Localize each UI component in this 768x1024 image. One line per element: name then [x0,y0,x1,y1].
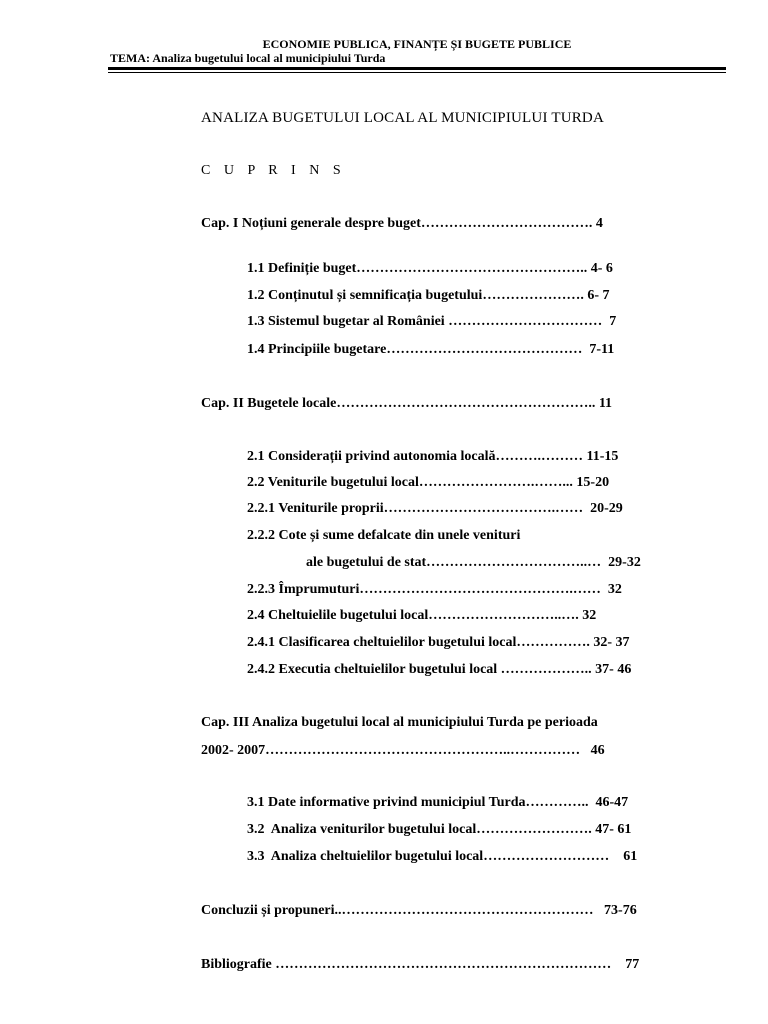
toc-chapter-2: Cap. II Bugetele locale……………………………………………….. 11 [201,396,613,411]
toc-entry-1-1: 1.1 Definiție buget………………………………………….. 4- 6 [247,261,613,276]
header-course: ECONOMIE PUBLICA, FINANȚE ȘI BUGETE PUBLICE [262,37,572,51]
toc-heading: C U P R I N S [201,163,346,178]
toc-bibliography: Bibliografie ……………………………………………………………… 77 [201,957,640,972]
toc-entry-2-2-2-cont: ale bugetului de stat……………………………..… 29-32 [306,555,641,570]
toc-chapter-3-cont: 2002- 2007……………………………………………..…………… 46 [201,743,605,758]
toc-chapter-1: Cap. I Noțiuni generale despre buget………………………………. 4 [201,216,603,231]
toc-entry-2-2: 2.2 Veniturile bugetului local…………………….……... 15-20 [247,475,610,490]
toc-chapter-3: Cap. III Analiza bugetului local al municipiului Turda pe perioada [201,715,598,730]
toc-entry-2-2-2: 2.2.2 Cote și sume defalcate din unele venituri [247,528,521,543]
toc-entry-3-1: 3.1 Date informative privind municipiul Turda………….. 46-47 [247,795,629,810]
toc-entry-3-3: 3.3 Analiza cheltuielilor bugetului local……………………… 61 [247,849,638,864]
header-divider-thin [108,72,726,73]
toc-entry-2-4-1: 2.4.1 Clasificarea cheltuielilor bugetului local……………. 32- 37 [247,635,630,650]
header-divider-thick [108,67,726,70]
toc-entry-2-2-1: 2.2.1 Veniturile proprii……………………………….…… 20-29 [247,501,623,516]
toc-entry-3-2: 3.2 Analiza veniturilor bugetului local……………………. 47- 61 [247,822,632,837]
toc-entry-2-2-3: 2.2.3 Împrumuturi……………………………………….…… 32 [247,582,622,597]
header-topic: TEMA: Analiza bugetului local al municipiului Turda [110,51,386,65]
toc-conclusions: Concluzii și propuneri..……………………………………………… 73-76 [201,903,637,918]
toc-entry-1-2: 1.2 Conținutul și semnificația bugetului…………………. 6- 7 [247,288,610,303]
document-title: ANALIZA BUGETULUI LOCAL AL MUNICIPIULUI TURDA [201,110,604,126]
toc-entry-1-3: 1.3 Sistemul bugetar al României …………………………… 7 [247,314,617,329]
toc-entry-2-4: 2.4 Cheltuielile bugetului local………………………..…. 32 [247,608,597,623]
toc-entry-1-4: 1.4 Principiile bugetare…………………………………… 7-11 [247,342,615,357]
toc-entry-2-4-2: 2.4.2 Executia cheltuielilor bugetului local ……………….. 37- 46 [247,662,632,677]
toc-entry-2-1: 2.1 Considerații privind autonomia locală……….……… 11-15 [247,449,619,464]
